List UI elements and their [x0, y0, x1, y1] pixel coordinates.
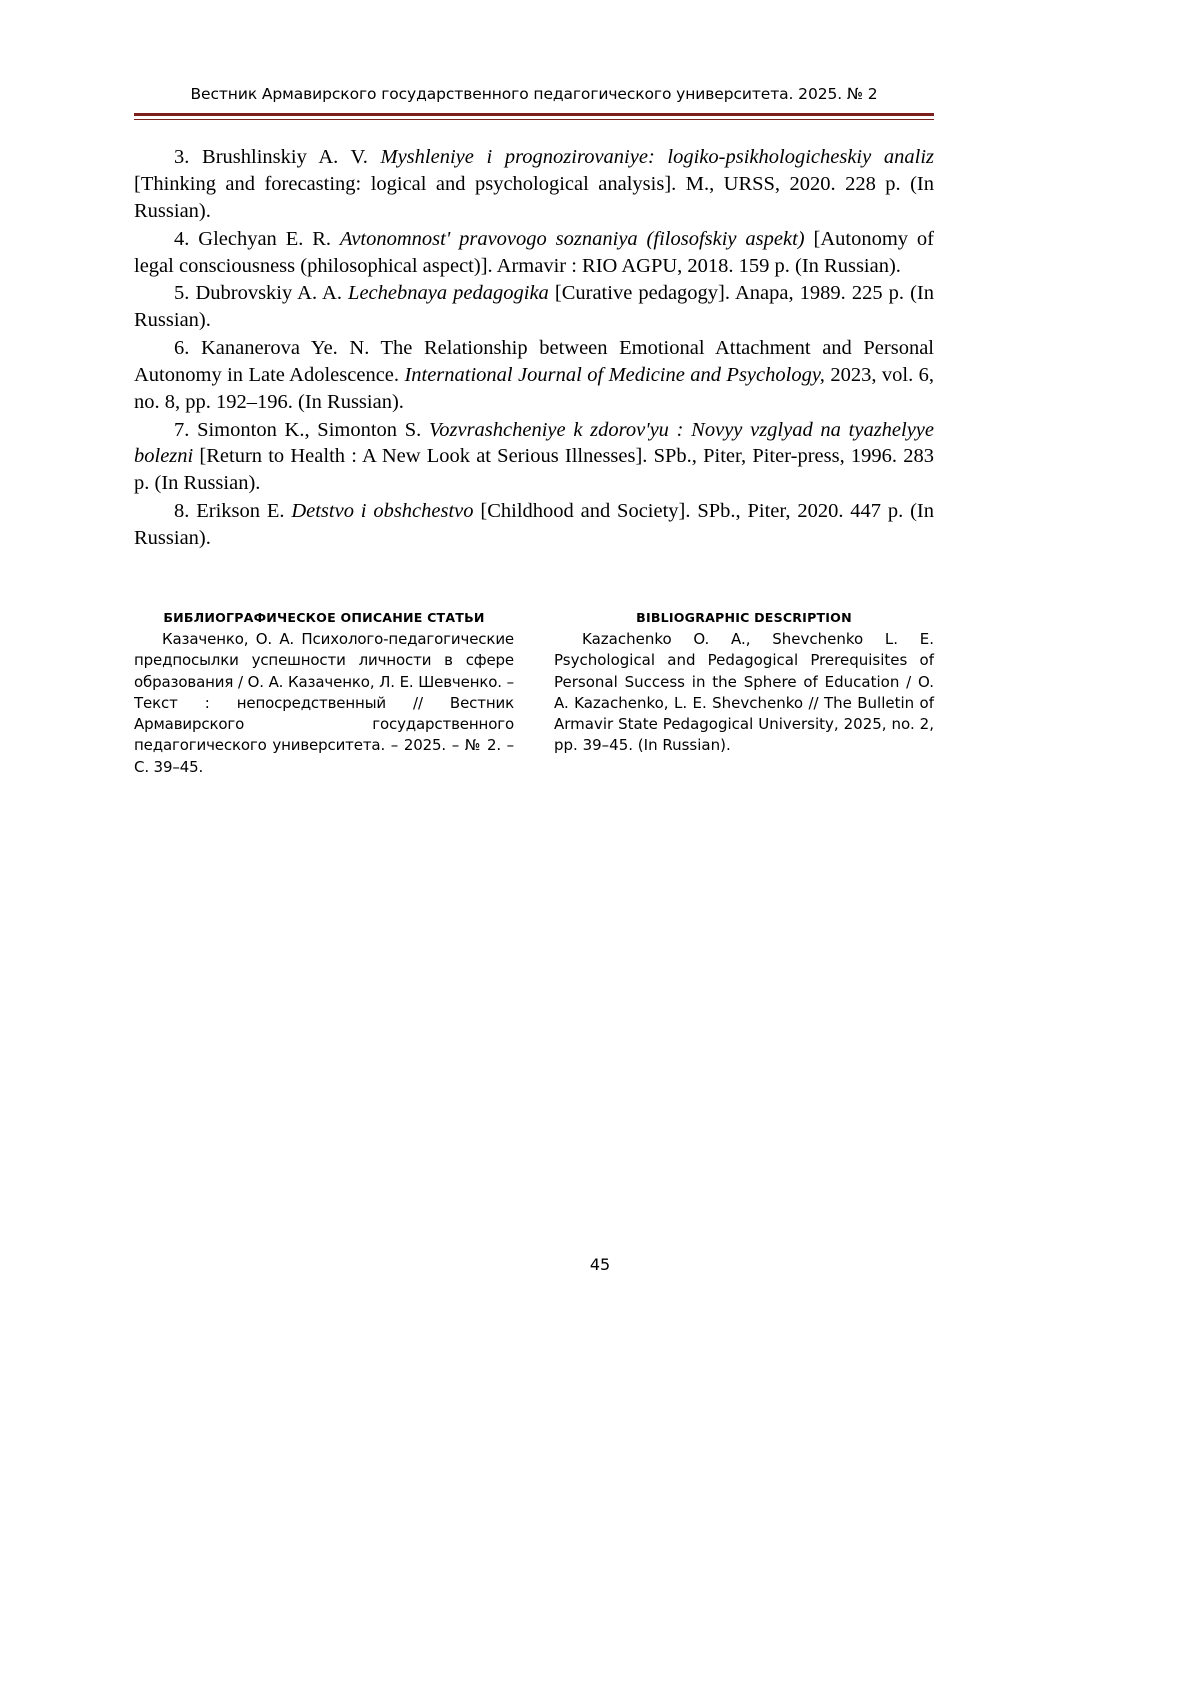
bibliographic-description-en-title: BIBLIOGRAPHIC DESCRIPTION — [636, 610, 852, 625]
reference-item — [134, 226, 934, 280]
reference-title: Myshleniye i prognozirovaniye: logiko-psikhologicheskiy analiz — [380, 146, 934, 169]
reference-prefix: 8. Erikson E. — [174, 500, 292, 523]
reference-title: Lechebnaya pedagogika — [348, 282, 549, 305]
page-number: 45 — [589, 1255, 611, 1274]
reference-item — [134, 498, 934, 552]
reference-suffix: [Thinking and forecasting: logical and psychological analysis]. M., URSS, 2020. 228 p. (In Russian). — [134, 172, 934, 222]
header-divider — [134, 113, 934, 120]
reference-title: Avtonomnost' pravovogo soznaniya (filosofskiy aspekt) — [339, 227, 805, 250]
reference-prefix: 7. Simonton K., Simonton S. — [174, 418, 429, 441]
reference-prefix: 6. Kananerova Ye. N. The Relationship between Emotional Attachment and Personal Autonomy in Late Adolescence. — [134, 337, 934, 386]
bibliographic-description-en — [554, 610, 934, 778]
reference-suffix: [Autonomy of legal consciousness (philosophical aspect)]. Armavir : RIO AGPU, 2018. 159 p. (In Russian). — [134, 227, 934, 277]
page-content — [134, 84, 934, 553]
reference-prefix: 4. Glechyan E. R. — [174, 227, 340, 250]
reference-prefix: 3. Brushlinskiy A. V. — [174, 146, 381, 169]
bibliographic-description-ru-title: БИБЛИОГРАФИЧЕСКОЕ ОПИСАНИЕ СТАТЬИ — [163, 610, 485, 625]
reference-item — [134, 417, 934, 498]
bibliographic-description-ru — [134, 610, 514, 778]
reference-suffix: 2023, vol. 6, no. 8, pp. 192–196. (In Russian). — [134, 363, 934, 413]
running-head: Вестник Армавирского государственного педагогического университета. 2025. № 2 — [190, 85, 878, 103]
reference-title: Detstvo i obshchestvo — [291, 500, 474, 523]
reference-title: Vozvrashcheniye k zdorov'yu : Novyy vzglyad na tyazhelyye bolezni — [134, 418, 935, 468]
bibliographic-description-block — [134, 610, 934, 778]
reference-item — [134, 144, 934, 225]
reference-suffix: [Childhood and Society]. SPb., Piter, 2020. 447 p. (In Russian). — [134, 500, 935, 549]
reference-prefix: 5. Dubrovskiy A. A. — [174, 282, 349, 305]
bibliographic-description-en-text: Kazachenko O. A., Shevchenko L. E. Psychological and Pedagogical Prerequisites of Personal Success in the Sphere of Education / O. A. Kazachenko, L. E. Shevchenko // The Bulletin of Armavir State Pedagogical University, 2025, no. 2, pp. 39–45. (In Russian). — [554, 630, 934, 755]
bibliographic-description-ru-text: Казаченко, О. А. Психолого-педагогические предпосылки успешности личности в сфере образования / О. А. Казаченко, Л. Е. Шевченко. – Текст : непосредственный // Вестник Армавирского государственного педагогического университета. – 2025. – № 2. – С. 39–45. — [134, 630, 514, 776]
reference-item — [134, 280, 934, 334]
reference-item — [134, 335, 934, 416]
reference-suffix: [Curative pedagogy]. Anapa, 1989. 225 p. (In Russian). — [134, 282, 934, 332]
reference-list — [134, 144, 934, 552]
reference-suffix: [Return to Health : A New Look at Serious Illnesses]. SPb., Piter, Piter-press, 1996. 283 p. (In Russian). — [134, 445, 934, 495]
reference-title: International Journal of Medicine and Psychology, — [404, 363, 825, 386]
